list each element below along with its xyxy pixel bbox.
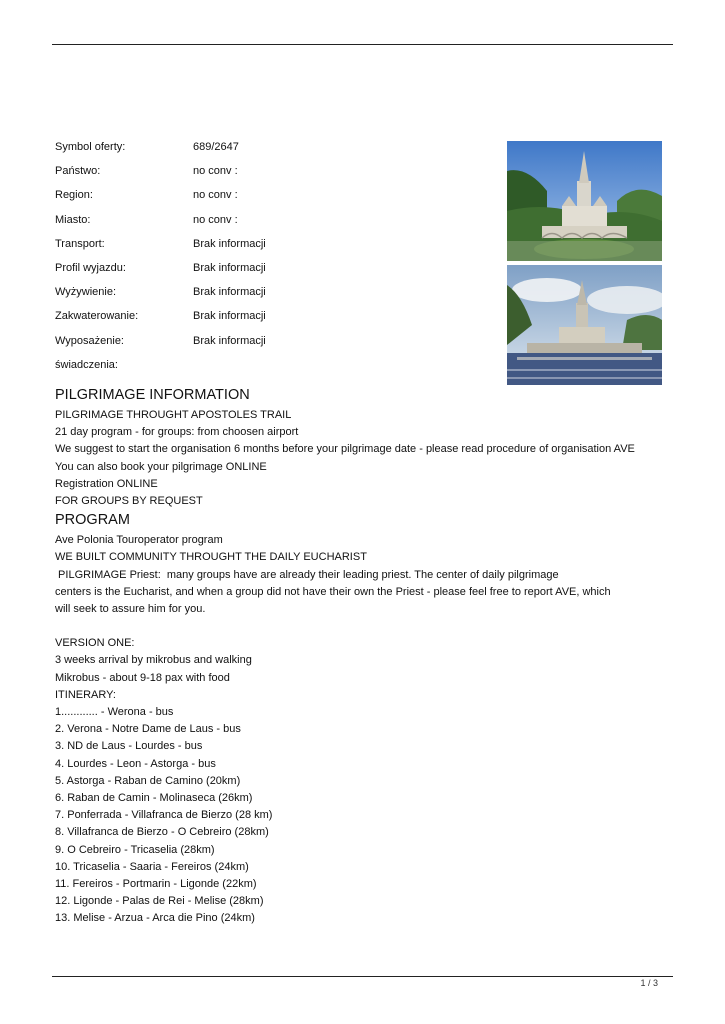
text-line: VERSION ONE: (55, 637, 135, 650)
crowd-photo (507, 265, 662, 385)
text-line: ITINERARY: (55, 688, 116, 701)
itinerary-item: 10. Tricaselia - Saaria - Fereiros (24km) (55, 860, 249, 873)
spec-label: Profil wyjazdu: (55, 261, 126, 274)
text-line: 21 day program - for groups: from choosen airport (55, 426, 299, 439)
spec-value: Brak informacji (193, 261, 266, 274)
basilica-photo (507, 141, 662, 261)
itinerary-item: 11. Fereiros - Portmarin - Ligonde (22km) (55, 877, 257, 890)
text-line: PILGRIMAGE Priest: many groups have are already their leading priest. The center of daily pilgrimage (55, 568, 559, 581)
spec-value: no conv : (193, 213, 238, 226)
itinerary-item: 12. Ligonde - Palas de Rei - Melise (28km) (55, 895, 264, 908)
itinerary-item: 8. Villafranca de Bierzo - O Cebreiro (28km) (55, 826, 269, 839)
text-line: WE BUILT COMMUNITY THROUGHT THE DAILY EUCHARIST (55, 551, 367, 564)
pilgrimage-heading: PILGRIMAGE INFORMATION (55, 387, 250, 403)
itinerary-item: 5. Astorga - Raban de Camino (20km) (55, 774, 241, 787)
header-rule (52, 44, 673, 45)
spec-label: Państwo: (55, 165, 101, 178)
spec-label: Region: (55, 189, 93, 202)
text-line: Mikrobus - about 9-18 pax with food (55, 671, 230, 684)
blank-line (55, 618, 670, 635)
itinerary-item: 7. Ponferrada - Villafranca de Bierzo (28 km) (55, 809, 273, 822)
text-line: will seek to assure him for you. (55, 602, 206, 615)
spec-value: Brak informacji (193, 237, 266, 250)
spec-label: Transport: (55, 237, 105, 250)
text-line: We suggest to start the organisation 6 months before your pilgrimage date - please read procedure of organisation AVE (55, 443, 635, 456)
spec-value: Brak informacji (193, 286, 266, 299)
spec-label: Wyposażenie: (55, 334, 124, 347)
spec-label: Miasto: (55, 213, 91, 226)
itinerary-item: 2. Verona - Notre Dame de Laus - bus (55, 723, 241, 736)
itinerary-item: 3. ND de Laus - Lourdes - bus (55, 740, 203, 753)
itinerary-item: 1............ - Werona - bus (55, 706, 174, 718)
spec-value: Brak informacji (193, 310, 266, 323)
page-number: 1 / 3 (640, 978, 658, 988)
text-line: FOR GROUPS BY REQUEST (55, 494, 203, 507)
spec-value: Brak informacji (193, 334, 266, 347)
spec-value: no conv : (193, 165, 238, 178)
spec-label: Wyżywienie: (55, 286, 117, 299)
itinerary-item: 9. O Cebreiro - Tricaselia (28km) (55, 843, 215, 856)
main-content (55, 386, 670, 927)
spec-value: 689/2647 (193, 141, 239, 153)
itinerary-item: 13. Melise - Arzua - Arca die Pino (24km) (55, 912, 255, 925)
program-heading: PROGRAM (55, 512, 130, 529)
text-line: centers is the Eucharist, and when a group did not have their own the Priest - please feel free to report AVE, which (55, 585, 611, 598)
text-line: You can also book your pilgrimage ONLINE (55, 460, 267, 473)
itinerary-item: 4. Lourdes - Leon - Astorga - bus (55, 757, 216, 770)
spec-label: Zakwaterowanie: (55, 310, 139, 323)
text-line: PILGRIMAGE THROUGHT APOSTOLES TRAIL (55, 409, 292, 421)
text-line: 3 weeks arrival by mikrobus and walking (55, 654, 252, 667)
text-line: Registration ONLINE (55, 477, 158, 490)
spec-label: świadczenia: (55, 358, 118, 371)
itinerary-item: 6. Raban de Camin - Molinaseca (26km) (55, 791, 253, 804)
footer-rule (52, 976, 673, 977)
spec-value: no conv : (193, 189, 238, 202)
text-line: Ave Polonia Touroperator program (55, 534, 223, 547)
spec-label: Symbol oferty: (55, 141, 126, 153)
